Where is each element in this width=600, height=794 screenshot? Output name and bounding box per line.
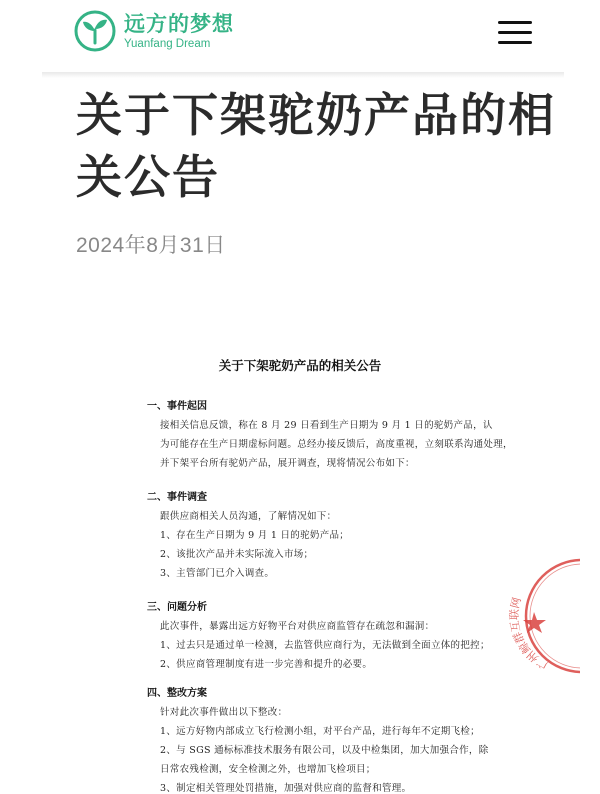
document-title: 关于下架驼奶产品的相关公告 bbox=[218, 358, 382, 373]
section-line: 接相关信息反馈，称在 8 月 29 日看到生产日期为 9 月 1 日的驼奶产品，认 bbox=[160, 420, 493, 431]
section-line: 2、该批次产品并未实际流入市场； bbox=[160, 549, 314, 560]
brand-text bbox=[124, 12, 234, 51]
menu-bar bbox=[498, 31, 532, 34]
article-title: 关于下架驼奶产品的相关公告 bbox=[76, 88, 556, 204]
section-line: 跟供应商相关人员沟通，了解情况如下： bbox=[160, 511, 337, 522]
section-line: 2、与 SGS 通标标准技术服务有限公司，以及中检集团，加大加强合作，除 bbox=[160, 745, 489, 756]
menu-bar bbox=[498, 41, 532, 44]
brand-name-cn: 远方的梦想 bbox=[124, 11, 234, 36]
header-divider bbox=[42, 72, 564, 78]
article-date: 2024年8月31日 bbox=[76, 234, 226, 257]
section-line: 1、远方好物内部成立飞行检测小组，对平台产品，进行每年不定期飞检； bbox=[160, 726, 480, 737]
brand-name-en: Yuanfang Dream bbox=[124, 37, 211, 50]
section-heading: 四、整改方案 bbox=[147, 688, 207, 699]
section-heading: 一、事件起因 bbox=[147, 401, 207, 412]
section-heading: 三、问题分析 bbox=[147, 602, 207, 613]
brand-logo[interactable] bbox=[74, 10, 234, 52]
section-line: 3、制定相关管理处罚措施，加强对供应商的监督和管理。 bbox=[160, 783, 412, 794]
section-line: 此次事件，暴露出远方好物平台对供应商监管存在疏忽和漏洞： bbox=[160, 621, 435, 632]
section-line: 针对此次事件做出以下整改： bbox=[160, 707, 288, 718]
tree-logo-icon bbox=[74, 10, 116, 52]
company-seal-stamp bbox=[484, 556, 580, 676]
section-line: 1、过去只是通过单一检测，去监管供应商行为，无法做到全面立体的把控； bbox=[160, 640, 490, 651]
site-header bbox=[0, 0, 600, 74]
svg-text:广州鲸群互联网: 广州鲸群互联网 bbox=[507, 596, 551, 672]
announcement-document-image bbox=[0, 300, 600, 794]
section-heading: 二、事件调查 bbox=[147, 492, 207, 503]
section-line: 并下架平台所有驼奶产品，展开调查，现将情况公布如下： bbox=[160, 458, 415, 469]
section-line: 为可能存在生产日期虚标问题。总经办接反馈后，高度重视，立刻联系沟通处理， bbox=[160, 439, 513, 450]
section-line: 3、主管部门已介入调查。 bbox=[160, 568, 275, 579]
section-line: 1、存在生产日期为 9 月 1 日的驼奶产品； bbox=[160, 530, 350, 541]
hamburger-menu-icon[interactable] bbox=[498, 18, 532, 48]
section-line: 2、供应商管理制度有进一步完善和提升的必要。 bbox=[160, 659, 373, 670]
menu-bar bbox=[498, 21, 532, 24]
section-line: 日常农残检测，安全检测之外，也增加飞检项目； bbox=[160, 764, 376, 775]
